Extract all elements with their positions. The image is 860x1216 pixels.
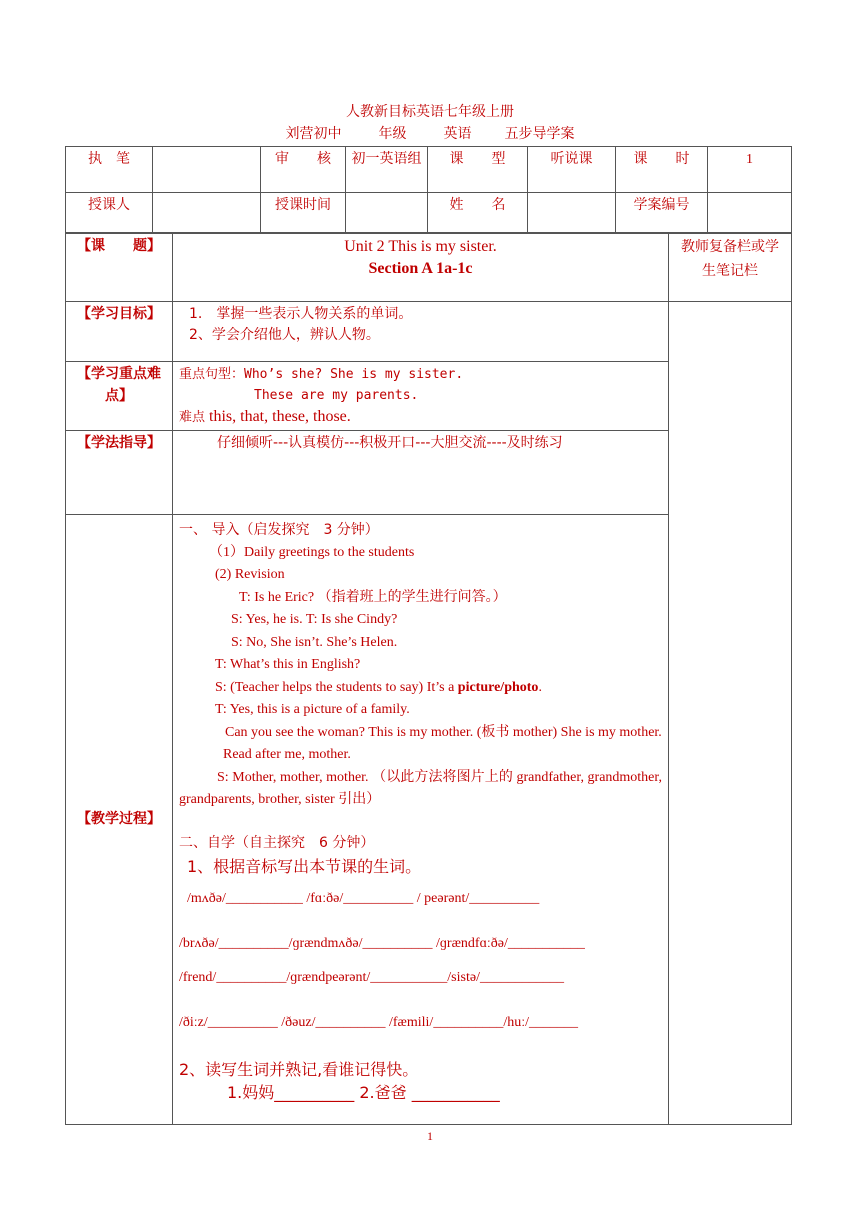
self-study-heading: 二、自学（自主探究 6 分钟） <box>179 834 375 851</box>
doc-title: 人教新目标英语七年级上册 <box>346 105 514 120</box>
method-label: 【学法指导】 <box>66 431 173 515</box>
difficulty-prefix: 难点 <box>179 410 206 425</box>
phonetic-line: /brʌðə/__________/ɡrændmʌðə/__________ /ɡrændfɑːðə/___________ <box>179 935 585 951</box>
objective-item: 2、学会介绍他人，辨认人物。 <box>189 327 380 343</box>
phonetic-line: /frend/__________/ɡrændpeərənt/___________/sistə/____________ <box>179 970 564 985</box>
teacher-value[interactable] <box>153 193 261 233</box>
info-table <box>65 146 792 233</box>
process-label: 【教学过程】 <box>66 515 173 1125</box>
code-label: 学案编号 <box>616 193 708 233</box>
exercise-prompt: 1、根据音标写出本节课的生词。 <box>187 857 422 876</box>
vocab-line: 1.妈妈__________ 2.爸爸 ___________ <box>227 1083 500 1102</box>
key-sentence-2: These are my parents. <box>254 388 419 403</box>
lesson-title: Unit 2 This is my sister. <box>344 238 497 255</box>
lesson-section: Section A 1a-1c <box>368 260 473 277</box>
notes-column[interactable] <box>669 302 792 1125</box>
topic-label: 【课 题】 <box>66 234 173 302</box>
doc-subtitle <box>0 126 860 144</box>
difficulty-text: this, that, these, those. <box>209 408 351 425</box>
process-line: (2) Revision <box>215 567 285 582</box>
process-line: Can you see the woman? This is my mother. (板书 mother) She is my mother. <box>225 724 662 740</box>
process-line: S: Mother, mother, mother. （以此方法将图片上的 grandfather, grandmother, grandparents, brother, sister 引出） <box>179 769 662 807</box>
school-name: 刘营初中 <box>285 127 342 142</box>
process-line: S: (Teacher helps the students to say) It’s a picture/photo. <box>215 679 542 695</box>
lesson-type-label: 课 型 <box>428 147 528 193</box>
process-line: Read after me, mother. <box>223 747 351 762</box>
doc-type: 五步导学案 <box>504 127 575 142</box>
time-label: 授课时间 <box>261 193 346 233</box>
name-label: 姓 名 <box>428 193 528 233</box>
lesson-type-value: 听说课 <box>528 147 616 193</box>
key-sentence-prefix: 重点句型： <box>179 367 245 382</box>
phonetic-line: /mʌðə/___________ /fɑːðə/__________ / peərənt/__________ <box>187 891 540 906</box>
process-line: （1）Daily greetings to the students <box>209 544 415 560</box>
exercise-prompt: 2、读写生词并熟记,看谁记得快。 <box>179 1060 419 1079</box>
keyword-highlight: picture/photo <box>457 679 539 695</box>
process-line: T: Is he Eric? （指着班上的学生进行问答。） <box>239 589 507 605</box>
period-value: 1 <box>708 147 792 193</box>
page-number: 1 <box>427 1129 433 1143</box>
phonetic-line: /ðiːz/__________ /ðəuz/__________ /fæmili/__________/huː/_______ <box>179 1014 578 1030</box>
reviewer-label: 审 核 <box>261 147 346 193</box>
period-label: 课 时 <box>616 147 708 193</box>
key-sentence-1: Who’s she? She is my sister. <box>244 367 464 382</box>
objective-item: 1. 掌握一些表示人物关系的单词。 <box>189 306 413 322</box>
time-value[interactable] <box>346 193 428 233</box>
teacher-label: 授课人 <box>66 193 153 233</box>
process-line: T: Yes, this is a picture of a family. <box>215 702 410 717</box>
objectives-label: 【学习目标】 <box>66 302 173 362</box>
lesson-table <box>65 233 792 1125</box>
method-text: 仔细倾听---认真模仿---积极开口---大胆交流----及时练习 <box>217 435 563 451</box>
subject-label: 英语 <box>443 127 472 142</box>
code-value[interactable] <box>708 193 792 233</box>
process-line: T: What’s this in English? <box>215 657 361 672</box>
process-line: S: Yes, he is. T: Is she Cindy? <box>231 612 398 627</box>
key-points-label: 【学习重点难点】 <box>66 362 173 431</box>
author-value[interactable] <box>153 147 261 193</box>
author-label: 执 笔 <box>66 147 153 193</box>
reviewer-value: 初一英语组 <box>346 147 428 193</box>
process-line: S: No, She isn’t. She’s Helen. <box>231 634 398 650</box>
notes-column-label: 教师复备栏或学生笔记栏 <box>669 234 792 302</box>
grade-label: 年级 <box>378 127 407 142</box>
intro-heading: 一、 导入（启发探究 3 分钟） <box>179 522 379 538</box>
name-value[interactable] <box>528 193 616 233</box>
